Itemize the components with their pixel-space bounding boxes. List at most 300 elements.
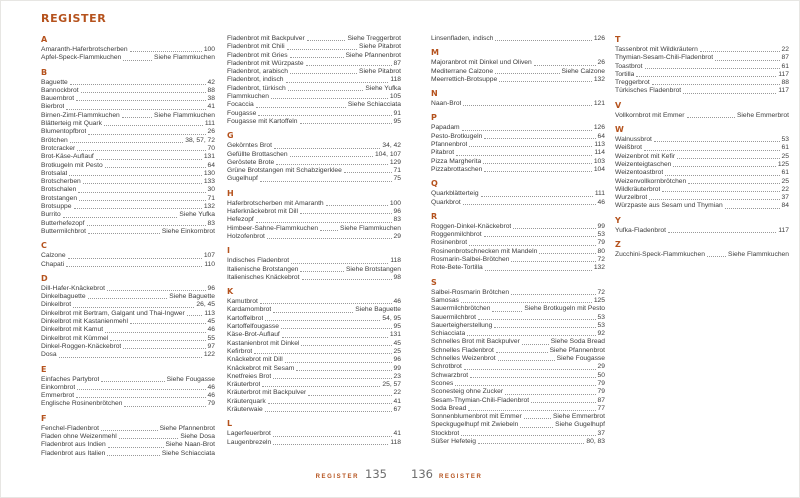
index-letter-heading: P: [431, 113, 437, 123]
entry-page-ref: 79: [597, 239, 605, 247]
index-letter-heading: D: [41, 273, 48, 283]
index-entry: [431, 405, 605, 413]
dot-leader: [70, 142, 183, 143]
dot-leader: [79, 200, 205, 201]
dot-leader: [105, 332, 205, 333]
index-entry: [227, 52, 401, 60]
entry-title: Wildkräuterbrot: [615, 185, 661, 193]
entry-page-ref: Siehe Brotstangen: [345, 265, 401, 273]
entry-title: Burrito: [41, 211, 61, 219]
entry-title: Samosas: [431, 296, 459, 304]
index-entry: [227, 406, 401, 414]
index-entry: [615, 161, 789, 169]
entry-title: Süßer Hefeteig: [431, 437, 476, 445]
entry-title: Fladenbrot mit Würzpaste: [227, 59, 304, 67]
index-letter-heading: R: [431, 211, 438, 221]
entry-page-ref: 117: [778, 226, 789, 234]
entry-page-ref: 96: [207, 284, 215, 292]
entry-page-ref: Siehe Dosa: [180, 432, 215, 440]
index-entry: [41, 170, 215, 178]
entry-page-ref: 132: [593, 75, 605, 83]
entry-title: Quarkblätterteig: [431, 190, 479, 198]
entry-title: Butterhefezopf: [41, 219, 85, 227]
dot-leader: [66, 266, 202, 267]
entry-title: Dill-Hafer-Knäckebrot: [41, 284, 105, 292]
entry-title: Kartoffelbrot: [227, 314, 264, 322]
entry-page-ref: 111: [204, 120, 215, 128]
entry-page-ref: 104: [593, 165, 605, 173]
dot-leader: [273, 378, 391, 379]
index-entry: [615, 186, 789, 194]
entry-title: Brotstangen: [41, 194, 78, 202]
index-entry: [227, 159, 401, 167]
index-entry: [41, 433, 215, 441]
index-entry: [431, 149, 605, 157]
dot-leader: [715, 60, 779, 61]
entry-page-ref: 64: [597, 132, 605, 140]
entry-title: Fladenbrot, indisch: [227, 76, 284, 84]
dot-leader: [119, 438, 179, 439]
entry-title: Sauermilchbrot: [431, 313, 476, 321]
index-entry: [41, 351, 215, 359]
entry-page-ref: 29: [597, 363, 605, 371]
entry-title: Kräuterbrot mit Backpulver: [227, 389, 307, 397]
dot-leader: [300, 123, 392, 124]
entry-page-ref: 129: [389, 158, 401, 166]
entry-title: Fladenbrot mit Gries: [227, 51, 288, 59]
dot-leader: [539, 253, 595, 254]
entry-page-ref: 118: [390, 257, 401, 265]
dot-leader: [478, 443, 584, 444]
dot-leader: [302, 279, 392, 280]
dot-leader: [455, 385, 595, 386]
entry-title: Soda Bread: [431, 404, 467, 412]
index-entry: [615, 87, 789, 95]
index-entry: [431, 314, 605, 322]
index-entry: [41, 400, 215, 408]
entry-page-ref: 72: [597, 256, 605, 264]
index-letter-heading: L: [227, 419, 233, 429]
dot-leader: [286, 82, 389, 83]
entry-page-ref: Siehe Calzone: [561, 67, 605, 75]
footer-label: REGISTER: [438, 474, 483, 480]
dot-leader: [81, 92, 206, 93]
dot-leader: [707, 256, 726, 257]
dot-leader: [258, 115, 391, 116]
index-entry: [41, 203, 215, 211]
entry-page-ref: 45: [393, 339, 401, 347]
dot-leader: [649, 199, 779, 200]
dot-leader: [108, 447, 164, 448]
entry-page-ref: 87: [781, 54, 789, 62]
dot-leader: [83, 183, 202, 184]
entry-page-ref: 79: [597, 388, 605, 396]
index-entry: [431, 190, 605, 198]
index-entry: [431, 438, 605, 446]
dot-leader: [524, 418, 551, 419]
dot-leader: [306, 65, 392, 66]
dot-leader: [256, 107, 346, 108]
entry-page-ref: 22: [393, 389, 401, 397]
entry-title: Kräuterbrot: [227, 381, 261, 389]
index-letter-heading: Z: [615, 240, 621, 250]
entry-page-ref: 22: [781, 185, 789, 193]
entry-title: Geröstete Brote: [227, 158, 275, 166]
entry-page-ref: 84: [781, 202, 789, 210]
index-entry: [41, 326, 215, 334]
entry-page-ref: Siehe Pitabrot: [358, 43, 401, 51]
left-page-footer: [316, 467, 387, 481]
entry-page-ref: 133: [203, 178, 215, 186]
index-entry: [431, 59, 605, 67]
entry-page-ref: 53: [781, 136, 789, 144]
entry-page-ref: 122: [203, 351, 215, 359]
index-entry: [431, 397, 605, 405]
dot-leader: [300, 213, 392, 214]
dot-leader: [462, 130, 592, 131]
dot-leader: [73, 307, 194, 308]
entry-title: Haferbrotscherben mit Amaranth: [227, 199, 324, 207]
dot-leader: [69, 175, 201, 176]
index-entry: [431, 68, 605, 76]
entry-title: Weizenvollkornbrötchen: [615, 177, 687, 185]
entry-title: Fladenbrot, arabisch: [227, 68, 288, 76]
dot-leader: [481, 196, 593, 197]
entry-title: Linsenfladen, indisch: [431, 35, 494, 42]
index-entry: [227, 151, 401, 159]
entry-title: Walnussbrot: [615, 136, 652, 144]
entry-title: Knäckebrot mit Sesam: [227, 364, 295, 372]
dot-leader: [677, 158, 779, 159]
index-entry: [431, 347, 605, 355]
index-entry: [41, 178, 215, 186]
index-entry: [431, 199, 605, 207]
index-entry: [41, 128, 215, 136]
entry-page-ref: 98: [393, 273, 401, 281]
index-entry: [431, 330, 605, 338]
index-entry: [41, 211, 215, 219]
entry-title: Fougasse: [227, 109, 257, 117]
dot-leader: [290, 156, 373, 157]
entry-page-ref: 79: [207, 400, 215, 408]
dot-leader: [59, 357, 202, 358]
entry-page-ref: Siehe Baguette: [169, 293, 215, 301]
entry-title: Bierbrot: [41, 103, 65, 111]
index-entry: [431, 76, 605, 84]
index-entry: [227, 439, 401, 447]
entry-title: Dinkel-Roggen-Knäckebrot: [41, 342, 122, 350]
entry-page-ref: 125: [777, 160, 789, 168]
dot-leader: [494, 327, 595, 328]
entry-page-ref: 132: [203, 203, 215, 211]
index-entry: [615, 112, 789, 120]
entry-title: Fladenbrot aus Italien: [41, 449, 106, 457]
dot-leader: [485, 270, 592, 271]
entry-page-ref: 37: [597, 429, 605, 437]
entry-page-ref: 87: [597, 396, 605, 404]
index-entry: [41, 318, 215, 326]
entry-page-ref: 71: [207, 194, 215, 202]
index-entry: [431, 430, 605, 438]
entry-title: Pfannenbrot: [431, 141, 468, 149]
entry-page-ref: 41: [393, 430, 401, 438]
entry-title: Speckgugelhupf mit Zwiebeln: [431, 421, 519, 429]
dot-leader: [725, 208, 780, 209]
entry-page-ref: 75: [393, 175, 401, 183]
entry-page-ref: 100: [389, 199, 401, 207]
page-title: REGISTER: [41, 12, 107, 25]
dot-leader: [265, 320, 380, 321]
index-entry: [227, 306, 401, 314]
dot-leader: [124, 406, 205, 407]
index-entry: [227, 167, 401, 175]
dot-leader: [260, 181, 392, 182]
index-entry: [431, 413, 605, 421]
index-entry: [227, 257, 401, 265]
index-entry: [41, 137, 215, 145]
index-column-2: [227, 35, 401, 447]
index-entry: [227, 76, 401, 84]
entry-page-ref: 25: [781, 152, 789, 160]
entry-title: Blätterteig mit Quark: [41, 120, 102, 128]
index-entry: [431, 297, 605, 305]
entry-title: Toastbrot: [615, 62, 643, 70]
entry-page-ref: 72: [597, 288, 605, 296]
entry-page-ref: Siehe Flammkuchen: [728, 251, 789, 259]
dot-leader: [107, 455, 160, 456]
entry-page-ref: 64: [207, 161, 215, 169]
dot-leader: [88, 134, 205, 135]
entry-page-ref: 41: [393, 397, 401, 405]
entry-title: Majoranbrot mit Dinkel und Oliven: [431, 59, 532, 67]
dot-leader: [63, 217, 178, 218]
index-entry: [615, 54, 789, 62]
index-entry: [227, 348, 401, 356]
dot-leader: [308, 395, 391, 396]
entry-title: Meerrettich-Brotsuppe: [431, 75, 498, 83]
entry-title: Bauernbrot: [41, 95, 75, 103]
index-entry: [615, 178, 789, 186]
entry-title: Kamutbrot: [227, 298, 258, 306]
index-entry: [615, 251, 789, 259]
index-entry: [41, 252, 215, 260]
index-entry: [227, 118, 401, 126]
entry-title: Pizzabrottaschen: [431, 165, 483, 173]
entry-title: Kräuterwaie: [227, 405, 263, 413]
dot-leader: [123, 60, 152, 61]
dot-leader: [96, 159, 202, 160]
index-entry: [41, 376, 215, 384]
dot-leader: [267, 238, 392, 239]
dot-leader: [644, 150, 780, 151]
dot-leader: [262, 386, 380, 387]
entry-page-ref: 96: [393, 356, 401, 364]
dot-leader: [288, 90, 364, 91]
index-letter-heading: H: [227, 188, 234, 198]
entry-title: Rosinenbrot: [431, 239, 468, 247]
dot-leader: [254, 353, 391, 354]
entry-title: Schnelles Weizenbrot: [431, 355, 496, 363]
entry-title: Fladenbrot aus Indien: [41, 441, 106, 449]
entry-page-ref: Siehe Gugelhupf: [555, 421, 605, 429]
entry-title: Baguette: [41, 78, 68, 86]
entry-page-ref: 131: [203, 153, 215, 161]
entry-page-ref: 26, 45: [196, 301, 215, 309]
index-entry: [615, 153, 789, 161]
entry-title: Birnen-Zimt-Flammkuchen: [41, 111, 120, 119]
dot-leader: [187, 315, 203, 316]
entry-title: Blumentopfbrot: [41, 128, 87, 136]
entry-page-ref: Siehe Flammkuchen: [154, 111, 215, 119]
entry-title: Indisches Fladenbrot: [227, 257, 290, 265]
dot-leader: [273, 444, 388, 445]
entry-title: Fladenbrot, türkisch: [227, 84, 286, 92]
entry-page-ref: 50: [597, 371, 605, 379]
dot-leader: [484, 171, 592, 172]
entry-title: Schwarzbrot: [431, 371, 469, 379]
entry-title: Stockbrot: [431, 429, 460, 437]
entry-title: Dinkelbaguette: [41, 293, 86, 301]
entry-title: Bannockbrot: [41, 86, 79, 94]
entry-page-ref: 104, 107: [374, 150, 401, 158]
entry-page-ref: Siehe Flammkuchen: [340, 224, 401, 232]
dot-leader: [282, 337, 388, 338]
entry-page-ref: 118: [390, 76, 401, 84]
dot-leader: [320, 230, 338, 231]
index-entry: [615, 169, 789, 177]
index-entry: [431, 305, 605, 313]
index-entry: [615, 227, 789, 235]
index-entry: [227, 298, 401, 306]
entry-page-ref: 88: [207, 86, 215, 94]
dot-leader: [484, 138, 595, 139]
dot-leader: [688, 183, 779, 184]
footer-page-number: 135: [365, 467, 387, 481]
entry-title: Salbei-Rosmarin Brötchen: [431, 288, 510, 296]
entry-page-ref: 125: [593, 296, 605, 304]
entry-title: Brotsalat: [41, 169, 68, 177]
entry-title: Knäckebrot mit Dill: [227, 356, 283, 364]
entry-page-ref: 55: [207, 334, 215, 342]
entry-title: Brotsuppe: [41, 203, 72, 211]
dot-leader: [285, 362, 392, 363]
entry-title: Brotkugeln mit Pesto: [41, 161, 103, 169]
entry-page-ref: 131: [389, 331, 401, 339]
index-entry: [41, 87, 215, 95]
index-entry: [615, 46, 789, 54]
dot-leader: [130, 323, 206, 324]
index-letter-heading: B: [41, 67, 48, 77]
entry-page-ref: 23: [393, 372, 401, 380]
dot-leader: [505, 394, 595, 395]
entry-page-ref: 113: [204, 309, 215, 317]
index-entry: [431, 372, 605, 380]
entry-page-ref: 46: [207, 383, 215, 391]
dot-leader: [513, 228, 595, 229]
entry-page-ref: 38: [207, 95, 215, 103]
index-entry: [227, 60, 401, 68]
entry-title: Kefirbrot: [227, 347, 253, 355]
index-entry: [431, 141, 605, 149]
dot-leader: [101, 430, 158, 431]
entry-page-ref: 42: [207, 78, 215, 86]
index-entry: [227, 208, 401, 216]
dot-leader: [123, 348, 205, 349]
entry-title: Calzone: [41, 252, 66, 260]
entry-page-ref: Siehe Pfannenbrot: [345, 51, 401, 59]
index-entry: [227, 68, 401, 76]
index-entry: [431, 256, 605, 264]
entry-title: Brotcracker: [41, 144, 76, 152]
index-entry: [227, 340, 401, 348]
entry-page-ref: 113: [594, 141, 605, 149]
entry-title: Vollkornbrot mit Emmer: [615, 111, 685, 119]
index-entry: [227, 200, 401, 208]
entry-page-ref: 26: [207, 128, 215, 136]
index-letter-heading: V: [615, 100, 622, 110]
index-entry: [227, 315, 401, 323]
entry-page-ref: Siehe Pitabrot: [358, 68, 401, 76]
index-entry: [41, 145, 215, 153]
dot-leader: [301, 345, 391, 346]
index-entry: [431, 239, 605, 247]
index-entry: [227, 101, 401, 109]
index-entry: [41, 441, 215, 449]
entry-page-ref: Siehe Einkornbrot: [161, 227, 215, 235]
index-entry: [431, 133, 605, 141]
dot-leader: [511, 294, 595, 295]
index-entry: [227, 356, 401, 364]
index-entry: [431, 231, 605, 239]
entry-title: Weißbrot: [615, 144, 643, 152]
dot-leader: [531, 402, 595, 403]
dot-leader: [464, 369, 596, 370]
entry-page-ref: 99: [597, 222, 605, 230]
entry-title: Gekörntes Brot: [227, 142, 272, 150]
entry-page-ref: 126: [593, 35, 605, 42]
entry-title: Quarkbrot: [431, 198, 461, 206]
dot-leader: [265, 411, 392, 412]
index-letter-heading: G: [227, 131, 234, 141]
index-entry: [615, 202, 789, 210]
entry-title: Türkisches Fladenbrot: [615, 87, 682, 95]
index-entry: [41, 120, 215, 128]
entry-title: Einfaches Partybrot: [41, 375, 100, 383]
entry-page-ref: 103: [593, 157, 605, 165]
dot-leader: [496, 352, 548, 353]
dot-leader: [268, 403, 392, 404]
entry-page-ref: Siehe Emmerbrot: [736, 111, 789, 119]
index-letter-heading: M: [431, 48, 439, 58]
dot-leader: [483, 163, 592, 164]
dot-leader: [122, 117, 152, 118]
entry-title: Schrotbrot: [431, 363, 462, 371]
dot-leader: [290, 73, 357, 74]
index-letter-heading: S: [431, 277, 437, 287]
index-entry: [41, 186, 215, 194]
entry-page-ref: 61: [781, 144, 789, 152]
entry-page-ref: 22: [781, 46, 789, 53]
entry-title: Italienisches Knäckebrot: [227, 273, 300, 281]
entry-page-ref: Siehe Naan-Brot: [165, 441, 215, 449]
index-entry: [41, 162, 215, 170]
entry-title: Holzofenbrot: [227, 232, 265, 240]
index-entry: [41, 153, 215, 161]
entry-page-ref: 25, 57: [382, 381, 401, 389]
index-entry: [227, 35, 401, 43]
dot-leader: [700, 51, 780, 52]
dot-leader: [665, 175, 779, 176]
